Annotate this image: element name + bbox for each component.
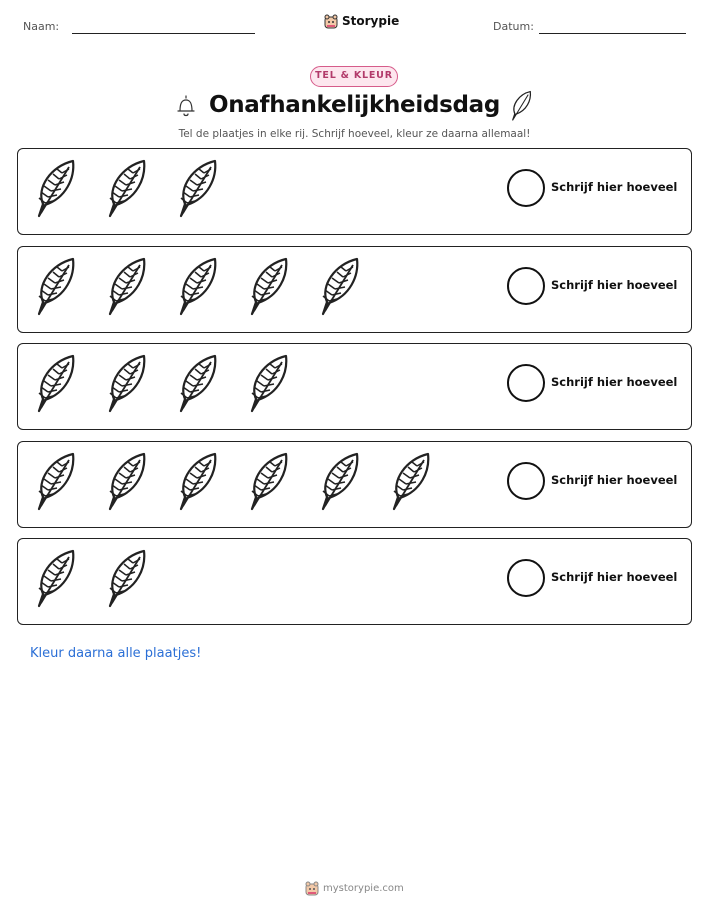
name-line[interactable] xyxy=(72,33,255,34)
storypie-mascot-icon xyxy=(324,13,338,29)
page-title: Onafhankelijkheidsdag xyxy=(208,92,501,118)
answer-circle[interactable] xyxy=(507,169,545,207)
count-row xyxy=(17,441,692,528)
count-row xyxy=(17,246,692,333)
feather-icon[interactable] xyxy=(173,353,221,415)
feather-icon[interactable] xyxy=(102,158,150,220)
footer-brand xyxy=(305,880,404,896)
feather-icon[interactable] xyxy=(244,256,292,318)
answer-label: Schrijf hier hoeveel xyxy=(551,180,678,194)
feather-icon[interactable] xyxy=(173,158,221,220)
date-line[interactable] xyxy=(539,33,686,34)
feather-icon[interactable] xyxy=(386,451,434,513)
feather-icon[interactable] xyxy=(102,353,150,415)
count-row xyxy=(17,538,692,625)
feather-icon[interactable] xyxy=(102,256,150,318)
feather-icon[interactable] xyxy=(102,548,150,610)
feather-icon[interactable] xyxy=(31,256,79,318)
feather-icon[interactable] xyxy=(31,451,79,513)
brand-name: Storypie xyxy=(342,14,400,28)
answer-label: Schrijf hier hoeveel xyxy=(551,277,678,292)
feather-icon[interactable] xyxy=(31,353,79,415)
activity-badge: TEL & KLEUR xyxy=(310,66,398,87)
feather-icon[interactable] xyxy=(31,548,79,610)
answer-label: Schrijf hier hoeveel xyxy=(551,375,678,389)
feather-icon[interactable] xyxy=(173,451,221,513)
feather-icon[interactable] xyxy=(31,158,79,220)
answer-label: Schrijf hier hoeveel xyxy=(551,472,678,487)
feather-deco-icon xyxy=(508,90,534,122)
answer-circle[interactable] xyxy=(507,267,545,305)
storypie-logo xyxy=(324,13,399,29)
storypie-footer-mascot-icon xyxy=(305,880,319,896)
feather-icon[interactable] xyxy=(244,451,292,513)
answer-circle[interactable] xyxy=(507,364,545,402)
feather-icon[interactable] xyxy=(315,451,363,513)
count-row xyxy=(17,343,692,430)
feather-icon[interactable] xyxy=(315,256,363,318)
answer-label: Schrijf hier hoeveel xyxy=(551,570,678,584)
instructions: Tel de plaatjes in elke rij. Schrijf hoeveel, kleur ze daarna allemaal! xyxy=(178,128,531,140)
name-label: Naam: xyxy=(23,20,60,33)
footer-site: mystorypie.com xyxy=(323,882,404,894)
feather-icon[interactable] xyxy=(102,451,150,513)
coloring-note: Kleur daarna alle plaatjes! xyxy=(30,646,202,661)
feather-icon[interactable] xyxy=(173,256,221,318)
date-label: Datum: xyxy=(493,20,534,33)
answer-circle[interactable] xyxy=(507,462,545,500)
count-row xyxy=(17,148,692,235)
feather-icon[interactable] xyxy=(244,353,292,415)
answer-circle[interactable] xyxy=(507,559,545,597)
